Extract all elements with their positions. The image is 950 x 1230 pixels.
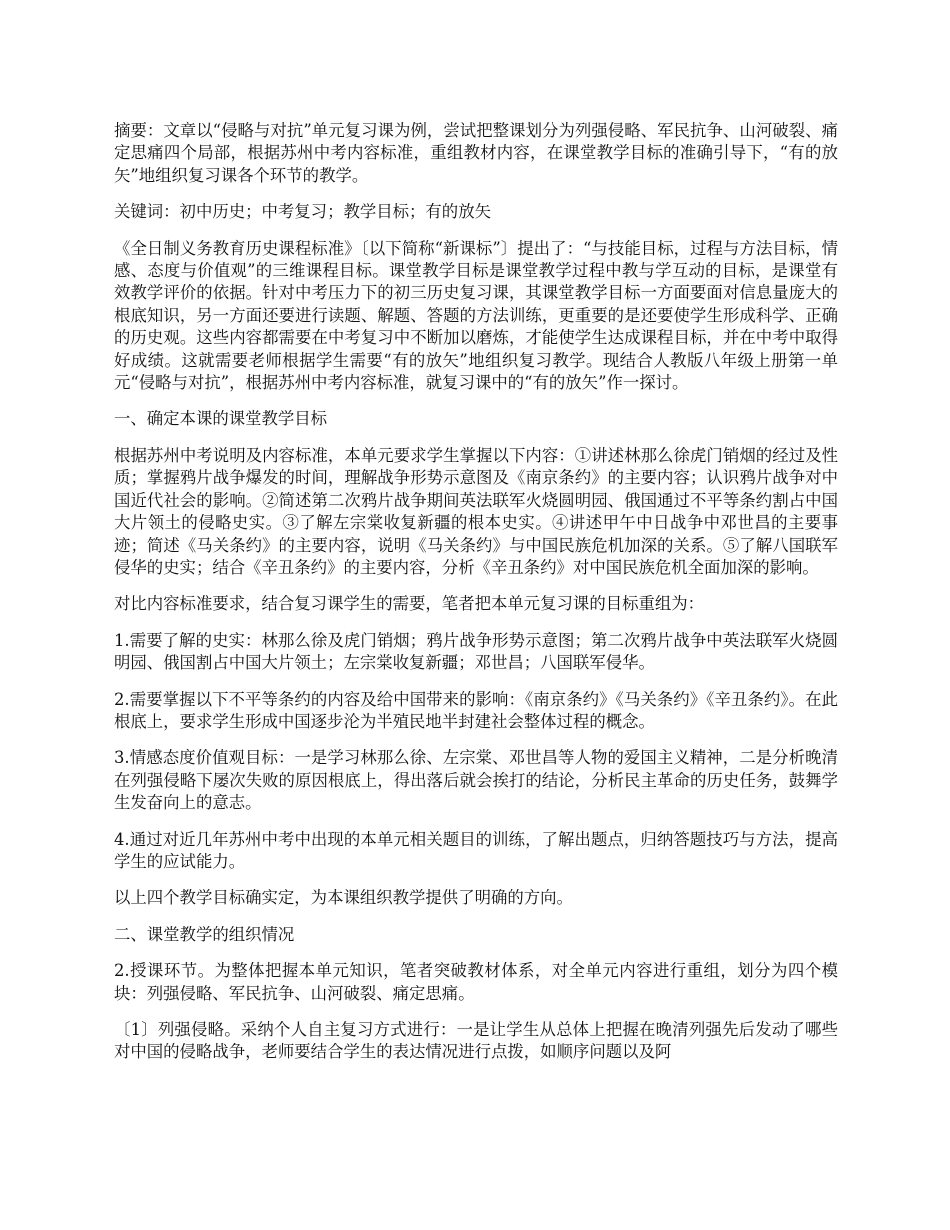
objective-item-4: 4.通过对近几年苏州中考中出现的本单元相关题目的训练，了解出题点，归纳答题技巧与方法，提高学生的应试能力。 (114, 829, 838, 871)
objective-item-2: 2.需要掌握以下不平等条约的内容及给中国带来的影响：《南京条约》《马关条约》《辛丑条约》。在此根底上，要求学生形成中国逐步沦为半殖民地半封建社会整体过程的概念。 (114, 689, 838, 731)
intro-paragraph: 《全日制义务教育历史课程标准》〔以下简称“新课标”〕提出了：“与技能目标，过程与方法目标，情感、态度与价值观”的三维课程目标。课堂教学目标是课堂教学过程中教与学互动的目标，是课堂有效教学评价的依据。针对中考压力下的初三历史复习课，其课堂教学目标一方面要面对信息量庞大的根底知识，另一方面还要进行读题、解题、答题的方法训练，更重要的是还要使学生形成科学、正确的历史观。这些内容都需要在中考复习中不断加以磨炼，才能使学生达成课程目标，并在中考中取得好成绩。这就需要老师根据学生需要“有的放矢”地组织复习教学。现结合人教版八年级上册第一单元“侵略与对抗”，根据苏州中考内容标准，就复习课中的“有的放矢”作一探讨。 (114, 238, 838, 393)
section-heading-2: 二、课堂教学的组织情况 (114, 924, 295, 944)
module-1-paragraph: 〔1〕列强侵略。采纳个人自主复习方式进行：一是让学生从总体上把握在晚清列强先后发动了哪些对中国的侵略战争，老师要结合学生的表达情况进行点拨，如顺序问题以及阿 (114, 1020, 838, 1062)
comparison-paragraph: 对比内容标准要求，结合复习课学生的需要，笔者把本单元复习课的目标重组为： (114, 594, 705, 614)
objectives-summary-paragraph: 以上四个教学目标确实定，为本课组织教学提供了明确的方向。 (114, 888, 573, 908)
objective-item-3: 3.情感态度价值观目标：一是学习林那么徐、左宗棠、邓世昌等人物的爱国主义精神，二是分析晚清在列强侵略下屡次失败的原因根底上，得出落后就会挨打的结论，分析民主革命的历史任务，鼓舞学生发奋向上的意志。 (114, 748, 838, 813)
objective-item-1: 1.需要了解的史实：林那么徐及虎门销烟；鸦片战争形势示意图；第二次鸦片战争中英法联军火烧圆明园、俄国割占中国大片领土；左宗棠收复新疆；邓世昌；八国联军侵华。 (114, 630, 838, 673)
section-heading-1: 一、确定本课的课堂教学目标 (114, 409, 328, 429)
teaching-steps-paragraph: 2.授课环节。为整体把握本单元知识，笔者突破教材体系，对全单元内容进行重组，划分为四个模块：列强侵略、军民抗争、山河破裂、痛定思痛。 (114, 961, 838, 1003)
content-standard-paragraph: 根据苏州中考说明及内容标准，本单元要求学生掌握以下内容：①讲述林那么徐虎门销烟的经过及性质；掌握鸦片战争爆发的时间，理解战争形势示意图及《南京条约》的主要内容；认识鸦片战争对中国近代社会的影响。②简述第二次鸦片战争期间英法联军火烧圆明园、俄国通过不平等条约割占中国大片领土的侵略史实。③了解左宗棠收复新疆的根本史实。④讲述甲午中日战争中邓世昌的主要事迹；简述《马关条约》的主要内容，说明《马关条约》与中国民族危机加深的关系。⑤了解八国联军侵华的史实；结合《辛丑条约》的主要内容，分析《辛丑条约》对中国民族危机全面加深的影响。 (114, 445, 838, 577)
abstract-paragraph: 摘要：文章以“侵略与对抗”单元复习课为例，尝试把整课划分为列强侵略、军民抗争、山河破裂、痛定思痛四个局部，根据苏州中考内容标准，重组教材内容，在课堂教学目标的准确引导下，“有的放矢”地组织复习课各个环节的教学。 (114, 121, 838, 185)
keywords-paragraph: 关键词：初中历史；中考复习；教学目标；有的放矢 (114, 202, 491, 222)
